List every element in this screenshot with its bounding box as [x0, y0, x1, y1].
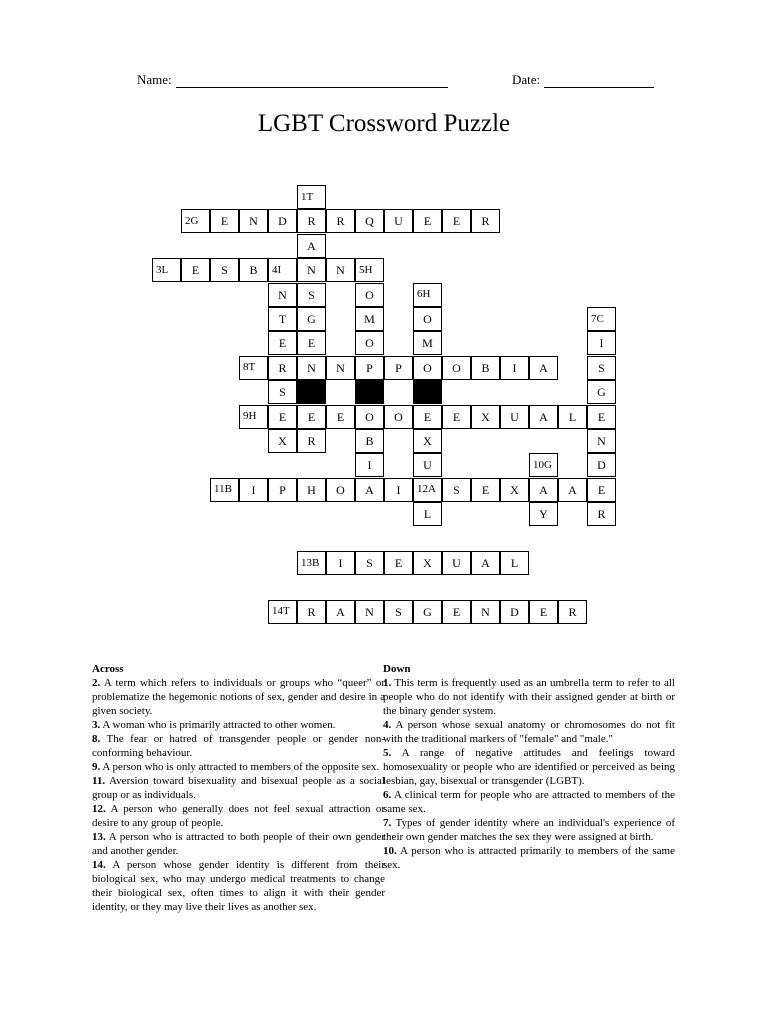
down-clue: [383, 788, 675, 816]
grid-cell[interactable]: N: [326, 356, 355, 380]
grid-cell[interactable]: N: [297, 356, 326, 380]
grid-cell[interactable]: [355, 258, 384, 282]
grid-cell[interactable]: O: [355, 331, 384, 355]
grid-cell[interactable]: [413, 478, 442, 502]
grid-cell[interactable]: E: [210, 209, 239, 233]
grid-cell[interactable]: R: [326, 209, 355, 233]
grid-cell[interactable]: G: [587, 380, 616, 404]
grid-cell[interactable]: I: [239, 478, 268, 502]
grid-cell[interactable]: N: [587, 429, 616, 453]
down-clue-text: A person who is attracted primarily to members of the same sex.: [383, 845, 675, 871]
grid-cell[interactable]: E: [442, 405, 471, 429]
grid-cell[interactable]: E: [268, 405, 297, 429]
grid-cell[interactable]: [152, 258, 181, 282]
down-clue-number: 4.: [383, 719, 392, 731]
grid-cell[interactable]: U: [500, 405, 529, 429]
grid-cell[interactable]: E: [297, 405, 326, 429]
grid-cell[interactable]: [181, 209, 210, 233]
grid-cell[interactable]: P: [384, 356, 413, 380]
grid-cell[interactable]: [239, 356, 268, 380]
grid-cell[interactable]: N: [471, 600, 500, 624]
grid-cell[interactable]: E: [268, 331, 297, 355]
name-label: Name:: [137, 72, 172, 87]
across-heading: Across: [92, 663, 124, 675]
grid-cell[interactable]: R: [558, 600, 587, 624]
across-clue: [92, 760, 385, 774]
grid-cell[interactable]: L: [500, 551, 529, 575]
down-clue-text: A person whose sexual anatomy or chromosomes do not fit with the traditional markers of "female" and "male.": [383, 719, 675, 745]
grid-cell[interactable]: E: [297, 331, 326, 355]
grid-cell[interactable]: P: [268, 478, 297, 502]
grid-cell[interactable]: [529, 453, 558, 477]
grid-cell[interactable]: R: [297, 209, 326, 233]
across-clue: [92, 718, 385, 732]
across-clue: [92, 732, 385, 760]
down-clue: [383, 746, 675, 788]
grid-cell[interactable]: D: [268, 209, 297, 233]
down-clue-number: 7.: [383, 817, 392, 829]
grid-cell[interactable]: [297, 551, 326, 575]
grid-cell[interactable]: H: [297, 478, 326, 502]
grid-cell[interactable]: A: [471, 551, 500, 575]
across-clue: [92, 802, 385, 830]
grid-cell[interactable]: O: [355, 283, 384, 307]
grid-cell[interactable]: X: [471, 405, 500, 429]
grid-cell-label: 10G: [533, 458, 552, 471]
grid-cell[interactable]: X: [413, 429, 442, 453]
grid-cell-label: 3L: [156, 263, 169, 276]
grid-cell-label: 6H: [417, 288, 431, 301]
grid-cell[interactable]: E: [471, 478, 500, 502]
grid-cell[interactable]: S: [587, 356, 616, 380]
grid-cell[interactable]: O: [442, 356, 471, 380]
across-clue: [92, 858, 385, 914]
grid-cell[interactable]: D: [500, 600, 529, 624]
grid-cell[interactable]: T: [268, 307, 297, 331]
grid-cell[interactable]: S: [297, 283, 326, 307]
grid-cell-black: [297, 380, 326, 404]
down-clue: [383, 816, 675, 844]
grid-cell[interactable]: A: [529, 478, 558, 502]
grid-cell[interactable]: X: [413, 551, 442, 575]
grid-cell[interactable]: N: [297, 258, 326, 282]
grid-cell[interactable]: E: [529, 600, 558, 624]
down-clues: [383, 662, 675, 872]
grid-cell[interactable]: Y: [529, 502, 558, 526]
down-clue: [383, 718, 675, 746]
page-title: LGBT Crossword Puzzle: [257, 110, 511, 137]
grid-cell[interactable]: A: [355, 478, 384, 502]
grid-cell[interactable]: L: [558, 405, 587, 429]
across-clue-text: A term which refers to individuals or groups who “queer” or problematize the hegemonic notions of sex, gender and desire in a given society.: [92, 677, 385, 717]
grid-cell[interactable]: E: [442, 600, 471, 624]
grid-cell-label: 1T: [301, 190, 314, 203]
grid-cell[interactable]: A: [529, 405, 558, 429]
grid-cell[interactable]: R: [297, 429, 326, 453]
grid-cell[interactable]: N: [326, 258, 355, 282]
down-clue-list: [383, 676, 675, 872]
grid-cell[interactable]: A: [558, 478, 587, 502]
grid-cell-label: 4I: [272, 263, 282, 276]
grid-cell[interactable]: A: [297, 234, 326, 258]
grid-cell[interactable]: B: [355, 429, 384, 453]
across-clue-text: A person who generally does not feel sexual attraction or desire to any group of people.: [92, 803, 385, 829]
grid-cell[interactable]: [268, 600, 297, 624]
grid-cell[interactable]: [297, 185, 326, 209]
grid-cell[interactable]: E: [413, 209, 442, 233]
down-clue: [383, 844, 675, 872]
grid-cell[interactable]: B: [471, 356, 500, 380]
grid-cell-black: [413, 380, 442, 404]
grid-cell[interactable]: I: [384, 478, 413, 502]
grid-cell[interactable]: N: [268, 283, 297, 307]
grid-cell[interactable]: S: [442, 478, 471, 502]
grid-cell[interactable]: M: [413, 331, 442, 355]
grid-cell[interactable]: I: [500, 356, 529, 380]
grid-cell[interactable]: O: [413, 356, 442, 380]
grid-cell[interactable]: [239, 405, 268, 429]
grid-cell[interactable]: G: [297, 307, 326, 331]
grid-cell-label: 12A: [417, 483, 436, 496]
grid-cell[interactable]: I: [326, 551, 355, 575]
grid-cell[interactable]: E: [587, 405, 616, 429]
grid-cell[interactable]: E: [181, 258, 210, 282]
grid-cell-label: 13B: [301, 556, 320, 569]
down-clue-number: 10.: [383, 845, 397, 857]
grid-cell[interactable]: S: [355, 551, 384, 575]
grid-cell[interactable]: U: [413, 453, 442, 477]
down-clue-text: This term is frequently used as an umbrella term to refer to all people who do not identify with their assigned gender at birth or the binary gender system.: [383, 677, 675, 717]
date-label: Date:: [512, 72, 541, 87]
across-clue-text: A person who is attracted to both people of their own gender and another gender.: [92, 831, 385, 857]
grid-cell[interactable]: Q: [355, 209, 384, 233]
grid-cell[interactable]: B: [239, 258, 268, 282]
down-clue-text: Types of gender identity where an individual's experience of their own gender matches the sex they were assigned at birth.: [383, 817, 675, 843]
grid-cell[interactable]: X: [500, 478, 529, 502]
grid-cell[interactable]: A: [529, 356, 558, 380]
across-clue-text: A person who is only attracted to members of the opposite sex.: [100, 761, 380, 773]
grid-cell[interactable]: [210, 478, 239, 502]
grid-cell[interactable]: [587, 307, 616, 331]
grid-cell[interactable]: [268, 258, 297, 282]
grid-cell[interactable]: R: [268, 356, 297, 380]
across-clue-list: [92, 676, 385, 914]
grid-cell[interactable]: G: [413, 600, 442, 624]
grid-cell-label: 11B: [214, 483, 232, 496]
grid-cell[interactable]: S: [268, 380, 297, 404]
down-clue-number: 1.: [383, 677, 392, 689]
across-clue-number: 9.: [92, 761, 101, 773]
down-clue-text: A clinical term for people who are attracted to members of the same sex.: [383, 789, 675, 815]
grid-cell[interactable]: O: [384, 405, 413, 429]
down-clue-text: A range of negative attitudes and feelings toward homosexuality or people who are identified or perceived as being lesbian, gay, bisexual or transgender (LGBT).: [383, 747, 675, 787]
grid-cell[interactable]: N: [355, 600, 384, 624]
grid-cell[interactable]: E: [442, 209, 471, 233]
across-clue: [92, 830, 385, 858]
across-clue-text: The fear or hatred of transgender people or gender non-conforming behaviour.: [92, 733, 385, 759]
grid-cell[interactable]: R: [297, 600, 326, 624]
grid-cell-label: 7C: [591, 312, 604, 325]
grid-cell[interactable]: O: [355, 405, 384, 429]
grid-cell[interactable]: E: [587, 478, 616, 502]
across-clue-text: A woman who is primarily attracted to other women.: [100, 719, 336, 731]
across-clue-number: 2.: [92, 677, 101, 689]
grid-cell[interactable]: O: [326, 478, 355, 502]
down-clue: [383, 676, 675, 718]
grid-cell-label: 8T: [243, 361, 256, 374]
grid-cell[interactable]: I: [355, 453, 384, 477]
grid-cell-label: 5H: [359, 263, 373, 276]
grid-cell-label: 9H: [243, 410, 257, 423]
grid-cell[interactable]: E: [384, 551, 413, 575]
across-clue-number: 13.: [92, 831, 106, 843]
down-clue-number: 6.: [383, 789, 392, 801]
across-clue-number: 11.: [92, 775, 106, 787]
across-clues: [92, 662, 385, 914]
grid-cell[interactable]: E: [413, 405, 442, 429]
across-clue-number: 8.: [92, 733, 101, 745]
grid-cell-label: 2G: [185, 214, 199, 227]
grid-cell[interactable]: [413, 283, 442, 307]
grid-cell[interactable]: D: [587, 453, 616, 477]
grid-cell[interactable]: S: [384, 600, 413, 624]
grid-cell[interactable]: E: [326, 405, 355, 429]
grid-cell[interactable]: X: [268, 429, 297, 453]
grid-cell[interactable]: A: [326, 600, 355, 624]
grid-cell[interactable]: U: [442, 551, 471, 575]
grid-cell-black: [355, 380, 384, 404]
down-heading: Down: [383, 663, 411, 675]
grid-cell[interactable]: N: [239, 209, 268, 233]
grid-cell[interactable]: U: [384, 209, 413, 233]
down-clue-number: 5.: [383, 747, 392, 759]
across-clue-number: 14.: [92, 859, 106, 871]
grid-cell[interactable]: S: [210, 258, 239, 282]
across-clue: [92, 676, 385, 718]
across-clue-number: 12.: [92, 803, 106, 815]
grid-cell[interactable]: I: [587, 331, 616, 355]
across-clue-number: 3.: [92, 719, 101, 731]
across-clue-text: Aversion toward bisexuality and bisexual people as a social group or as individuals.: [92, 775, 385, 801]
across-clue: [92, 774, 385, 802]
grid-cell[interactable]: M: [355, 307, 384, 331]
grid-cell[interactable]: P: [355, 356, 384, 380]
grid-cell[interactable]: R: [471, 209, 500, 233]
across-clue-text: A person whose gender identity is different from their biological sex, who may undergo medical treatments to change their biological sex, often times to align it with their gender identity, or they may live their lives as another sex.: [92, 859, 385, 913]
grid-cell[interactable]: O: [413, 307, 442, 331]
grid-cell-label: 14T: [272, 605, 290, 618]
grid-cell[interactable]: L: [413, 502, 442, 526]
grid-cell[interactable]: R: [587, 502, 616, 526]
